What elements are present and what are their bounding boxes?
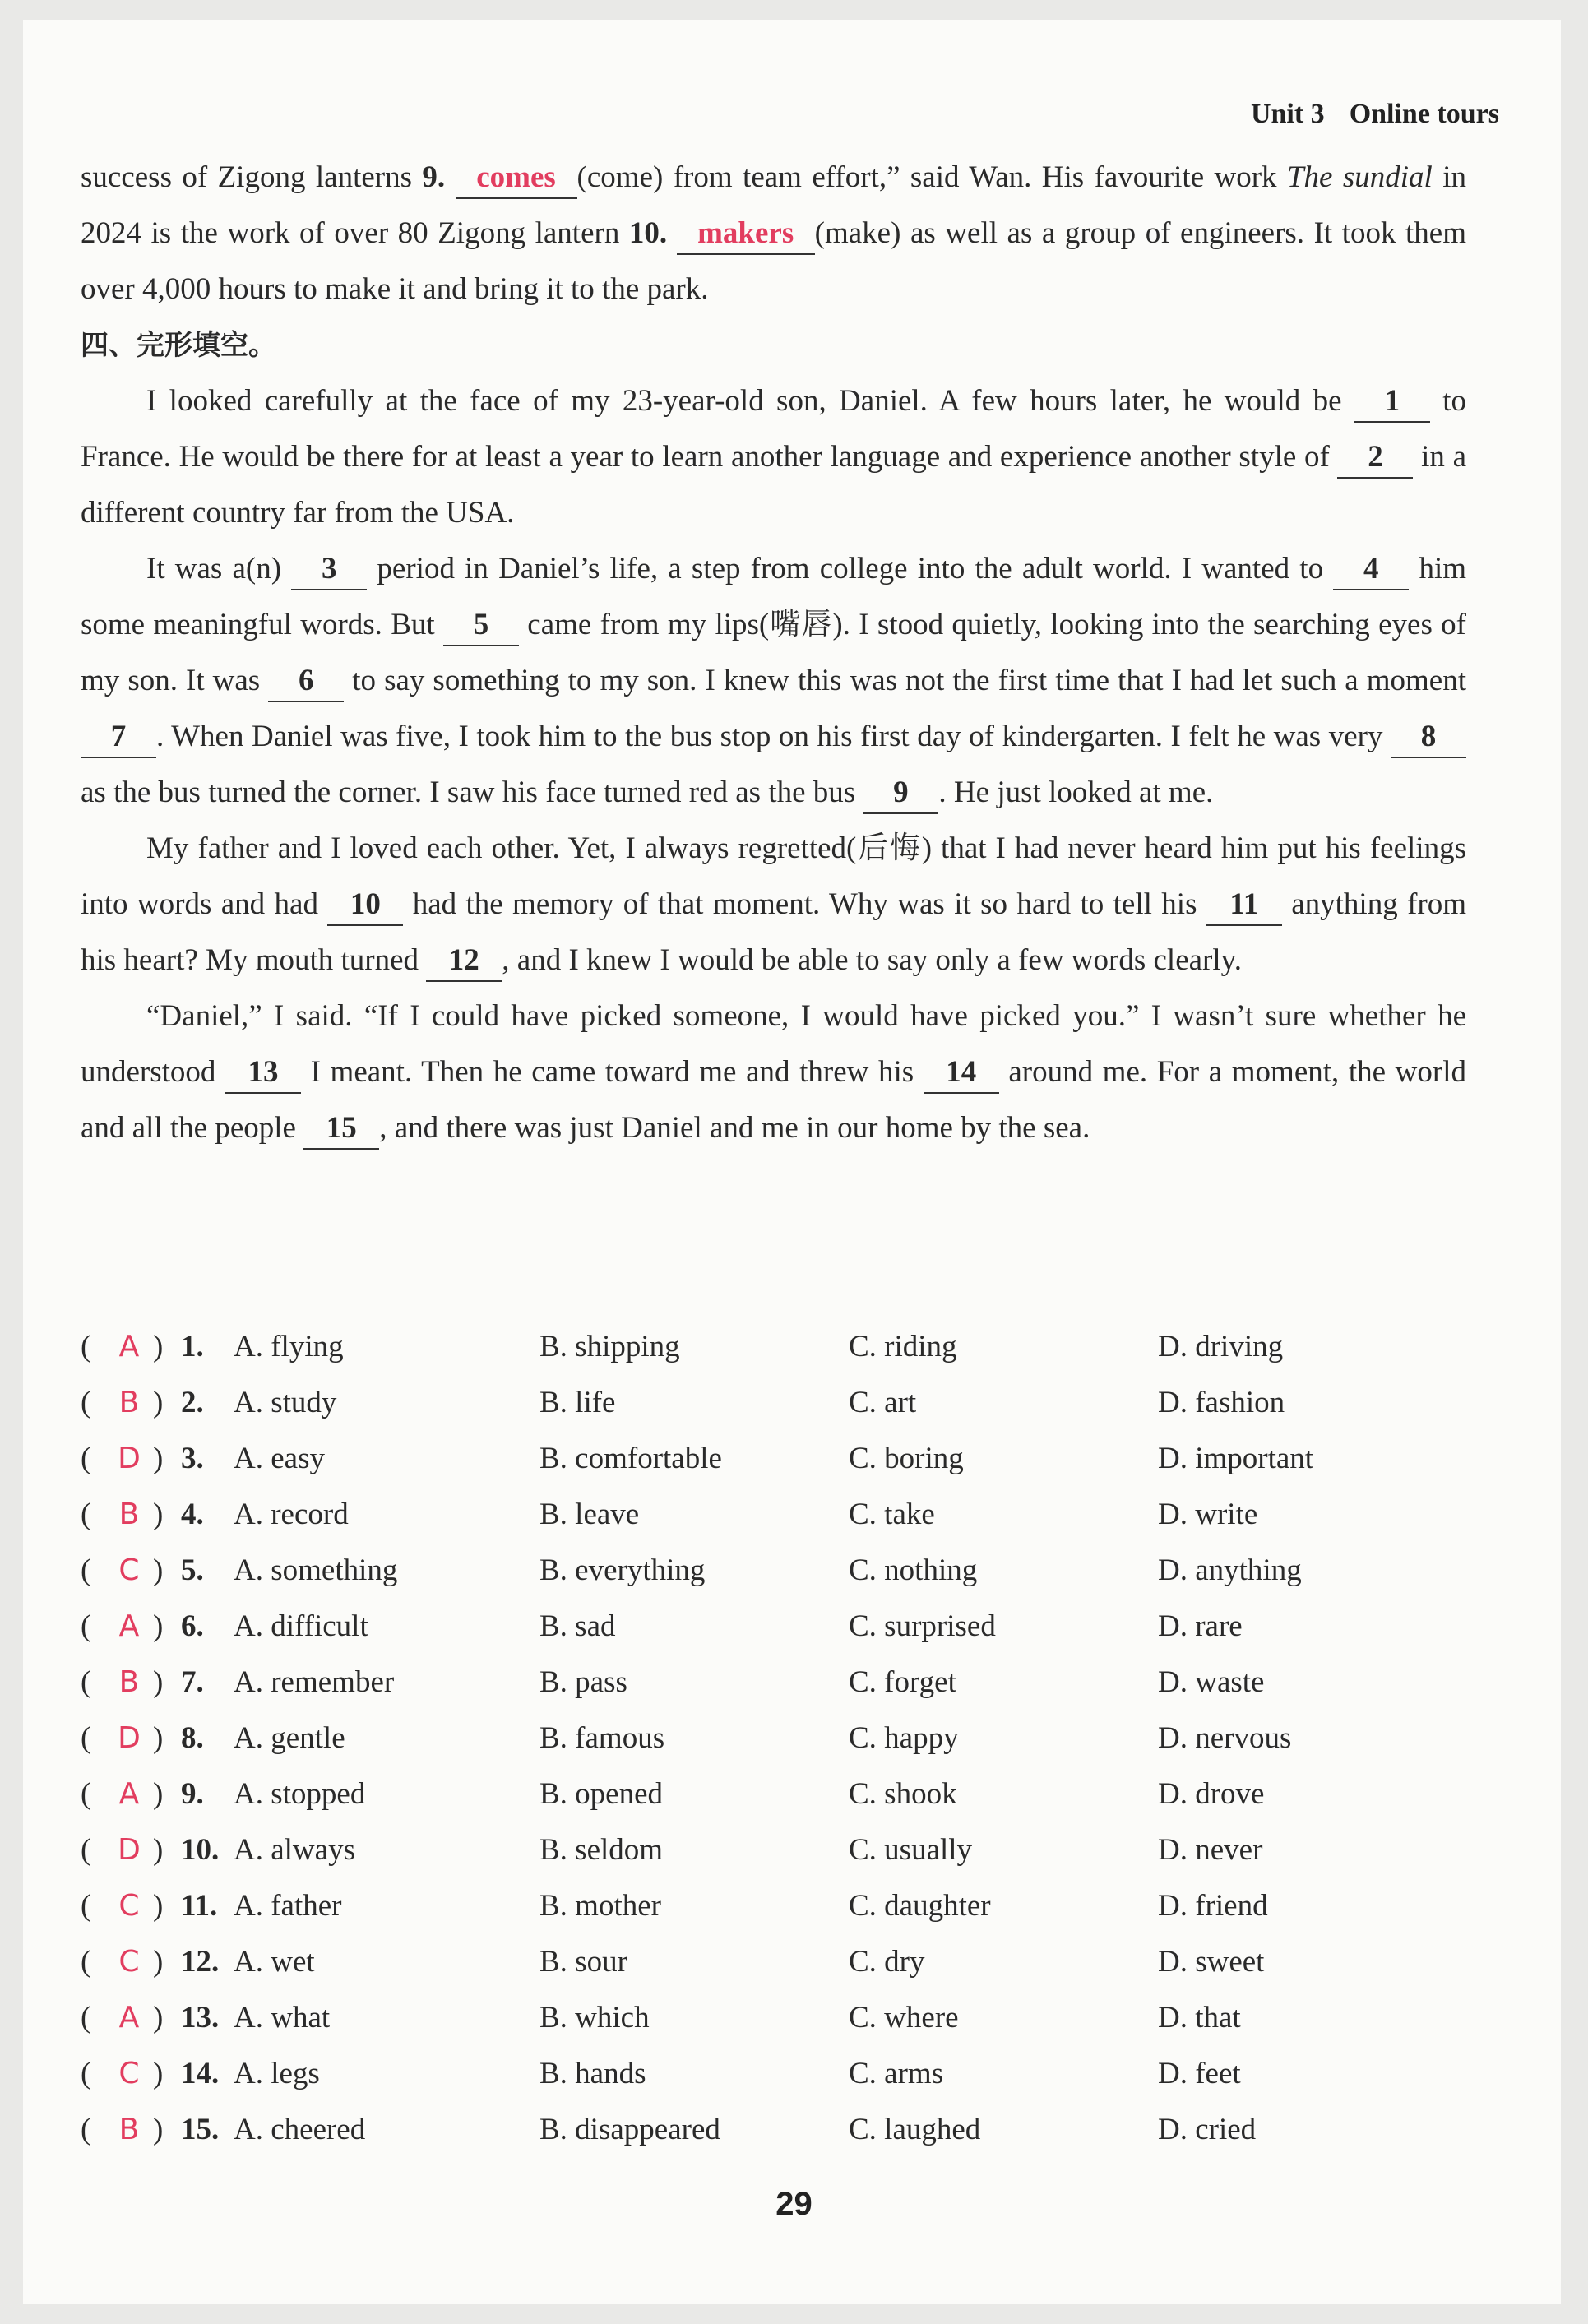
close-paren: ) [153,1442,164,1475]
answer-blank-9: comes [456,158,577,199]
close-paren: ) [153,2057,164,2090]
option-c: C. forget [849,1665,956,1699]
open-paren: ( [81,1330,91,1363]
text-run: I looked carefully at the face of my 23-year-old son, Daniel. A few hours later, he would be [146,384,1354,418]
answer-letter: D [118,1442,141,1475]
option-c: C. take [849,1498,935,1531]
option-d: D. rare [1158,1609,1243,1643]
text-run: came from my lips(嘴唇). I stood quietly, looking into the searching eyes of my son. It was [81,608,1466,697]
question-row [81,1878,1479,1934]
close-paren: ) [153,1945,164,1979]
option-b: B. hands [539,2057,646,2090]
text-run: in 2024 is the work of over 80 Zigong lantern [81,160,1466,250]
answer-letter: C [118,2057,140,2090]
text-run: had the memory of that moment. Why was it so hard to tell his [403,887,1206,921]
blank-14: 14 [924,1053,999,1094]
close-paren: ) [153,1609,164,1643]
text-run: success of Zigong lanterns [81,160,423,194]
open-paren: ( [81,1777,91,1811]
text-run: as the bus turned the corner. I saw his face turned red as the bus [81,775,863,809]
open-paren: ( [81,1889,91,1923]
option-d: D. cried [1158,2113,1257,2146]
close-paren: ) [153,1553,164,1587]
close-paren: ) [153,1721,164,1755]
blank-9: 9 [863,773,938,814]
option-d: D. fashion [1158,1386,1285,1419]
blank-11: 11 [1206,885,1282,926]
question-number: 6. [181,1609,204,1643]
question-row [81,1487,1479,1543]
option-c: C. surprised [849,1609,996,1643]
option-b: B. sad [539,1609,616,1643]
blank-5: 5 [443,605,519,646]
open-paren: ( [81,2001,91,2035]
question-row [81,1375,1479,1431]
option-b: B. mother [539,1889,661,1923]
text-run: . When Daniel was five, I took him to the bus stop on his first day of kindergarten. I felt he was very [156,720,1391,753]
question-number: 4. [181,1498,204,1531]
question-list [81,1319,1479,2158]
question-number: 7. [181,1665,204,1699]
blank-15: 15 [303,1109,379,1150]
close-paren: ) [153,2001,164,2035]
question-number: 10. [181,1833,220,1867]
option-d: D. anything [1158,1553,1302,1587]
close-paren: ) [153,1498,164,1531]
option-d: D. driving [1158,1330,1284,1363]
open-paren: ( [81,1945,91,1979]
question-row [81,1934,1479,1990]
answer-letter: D [118,1833,141,1867]
text-run: (come) from team effort,” said Wan. His favourite work [576,160,1287,194]
answer-letter: C [118,1889,140,1923]
paragraph-continuation [81,150,1466,317]
section-heading: 四、完形填空。 [81,329,276,362]
item-number: 10. [628,216,668,250]
option-c: C. dry [849,1945,925,1979]
option-c: C. happy [849,1721,959,1755]
question-row [81,1990,1479,2046]
running-header [1251,99,1499,130]
close-paren: ) [153,1386,164,1419]
option-b: B. disappeared [539,2113,720,2146]
question-row [81,1543,1479,1599]
option-c: C. usually [849,1833,973,1867]
option-a: A. legs [234,2057,320,2090]
option-d: D. that [1158,2001,1241,2035]
close-paren: ) [153,1777,164,1811]
option-a: A. easy [234,1442,325,1475]
open-paren: ( [81,2113,91,2146]
text-run: , and I knew I would be able to say only a few words clearly. [502,943,1242,977]
unit-title: Online tours [1349,99,1499,129]
option-a: A. record [234,1498,349,1531]
blank-3: 3 [291,549,367,590]
answer-letter: B [118,2113,140,2146]
option-d: D. sweet [1158,1945,1265,1979]
blank-8: 8 [1391,717,1466,758]
text-run: in a different country far from the USA. [81,440,1467,530]
option-c: C. nothing [849,1553,978,1587]
text-run: It was a(n) [146,552,292,586]
text-run: him some meaningful words. But [81,552,1467,641]
open-paren: ( [81,1498,91,1531]
work-title: The sundial [1286,160,1433,194]
option-c: C. arms [849,2057,944,2090]
open-paren: ( [81,2057,91,2090]
question-number: 1. [181,1330,204,1363]
answer-letter: B [118,1498,140,1531]
answer-letter: A [118,2001,140,2035]
question-number: 2. [181,1386,204,1419]
open-paren: ( [81,1609,91,1643]
option-d: D. waste [1158,1665,1265,1699]
option-b: B. shipping [539,1330,680,1363]
option-b: B. pass [539,1665,627,1699]
question-row [81,1599,1479,1655]
blank-7: 7 [81,717,156,758]
answer-letter: C [118,1945,140,1979]
answer-blank-10: makers [677,214,815,255]
blank-1: 1 [1354,382,1430,423]
question-number: 8. [181,1721,204,1755]
answer-letter: D [118,1721,141,1755]
blank-4: 4 [1333,549,1409,590]
question-number: 13. [181,2001,220,2035]
text-run: “Daniel,” I said. “If I could have picked someone, I would have picked you.” I wasn’t sure whether he understood [81,999,1466,1089]
blank-12: 12 [426,941,502,982]
text-run: (make) as well as a group of engineers. It took them over 4,000 hours to make it and bring it to the park. [81,216,1467,306]
answer-letter: A [118,1777,140,1811]
text-run: period in Daniel’s life, a step from college into the adult world. I wanted to [367,552,1334,586]
option-b: B. life [539,1386,616,1419]
paragraph-3 [81,821,1466,988]
answer-letter: B [118,1665,140,1699]
option-b: B. leave [539,1498,640,1531]
question-row [81,1711,1479,1766]
text-run: to France. He would be there for at least a year to learn another language and experience another style of [81,384,1467,474]
close-paren: ) [153,2113,164,2146]
paragraph-2 [81,541,1466,821]
option-a: A. always [234,1833,355,1867]
question-row [81,1766,1479,1822]
option-b: B. famous [539,1721,665,1755]
open-paren: ( [81,1665,91,1699]
answer-letter: A [118,1609,140,1643]
page-number: 29 [775,2186,813,2222]
answer-letter: A [118,1330,140,1363]
main-text [81,150,1466,1156]
question-row [81,1655,1479,1711]
question-number: 3. [181,1442,204,1475]
option-c: C. laughed [849,2113,981,2146]
question-number: 9. [181,1777,204,1811]
question-number: 5. [181,1553,204,1587]
option-b: B. which [539,2001,650,2035]
option-c: C. where [849,2001,959,2035]
close-paren: ) [153,1833,164,1867]
option-a: A. remember [234,1665,395,1699]
option-c: C. boring [849,1442,964,1475]
text-run: to say something to my son. I knew this was not the first time that I had let such a moment [344,664,1466,697]
answer-letter: C [118,1553,140,1587]
option-b: B. opened [539,1777,664,1811]
question-number: 12. [181,1945,220,1979]
option-a: A. gentle [234,1721,345,1755]
blank-10: 10 [327,885,403,926]
text-run: I meant. Then he came toward me and threw his [301,1055,924,1089]
blank-13: 13 [225,1053,301,1094]
question-row [81,1431,1479,1487]
text-run: anything from his heart? My mouth turned [81,887,1466,977]
option-d: D. friend [1158,1889,1268,1923]
open-paren: ( [81,1442,91,1475]
option-a: A. father [234,1889,342,1923]
option-c: C. shook [849,1777,957,1811]
open-paren: ( [81,1721,91,1755]
question-row [81,2046,1479,2102]
open-paren: ( [81,1553,91,1587]
open-paren: ( [81,1386,91,1419]
option-b: B. sour [539,1945,627,1979]
item-number: 9. [422,160,446,194]
question-number: 15. [181,2113,220,2146]
paragraph-1 [81,373,1466,541]
option-b: B. seldom [539,1833,664,1867]
option-d: D. drove [1158,1777,1265,1811]
question-number: 14. [181,2057,220,2090]
option-d: D. never [1158,1833,1263,1867]
paragraph-4 [81,988,1466,1156]
option-c: C. art [849,1386,917,1419]
option-d: D. nervous [1158,1721,1292,1755]
option-a: A. what [234,2001,331,2035]
text-run: . He just looked at me. [938,775,1214,809]
blank-2: 2 [1337,437,1413,479]
close-paren: ) [153,1889,164,1923]
text-run: around me. For a moment, the world and all the people [81,1055,1466,1145]
text-run: , and there was just Daniel and me in our home by the sea. [379,1111,1090,1145]
option-a: A. something [234,1553,398,1587]
option-d: D. feet [1158,2057,1241,2090]
option-a: A. study [234,1386,337,1419]
close-paren: ) [153,1665,164,1699]
text-run: My father and I loved each other. Yet, I always regretted(后悔) that I had never heard him put his feelings into words and had [81,831,1466,921]
question-row [81,1319,1479,1375]
question-row [81,1822,1479,1878]
option-a: A. difficult [234,1609,368,1643]
option-d: D. important [1158,1442,1314,1475]
open-paren: ( [81,1833,91,1867]
option-a: A. flying [234,1330,344,1363]
answer-letter: B [118,1386,140,1419]
option-b: B. everything [539,1553,706,1587]
option-d: D. write [1158,1498,1258,1531]
option-a: A. stopped [234,1777,366,1811]
option-a: A. wet [234,1945,315,1979]
question-row [81,2102,1479,2158]
option-c: C. riding [849,1330,957,1363]
unit-label: Unit 3 [1250,99,1325,129]
question-number: 11. [181,1889,218,1923]
option-a: A. cheered [234,2113,366,2146]
option-b: B. comfortable [539,1442,722,1475]
close-paren: ) [153,1330,164,1363]
blank-6: 6 [268,661,344,702]
option-c: C. daughter [849,1889,991,1923]
